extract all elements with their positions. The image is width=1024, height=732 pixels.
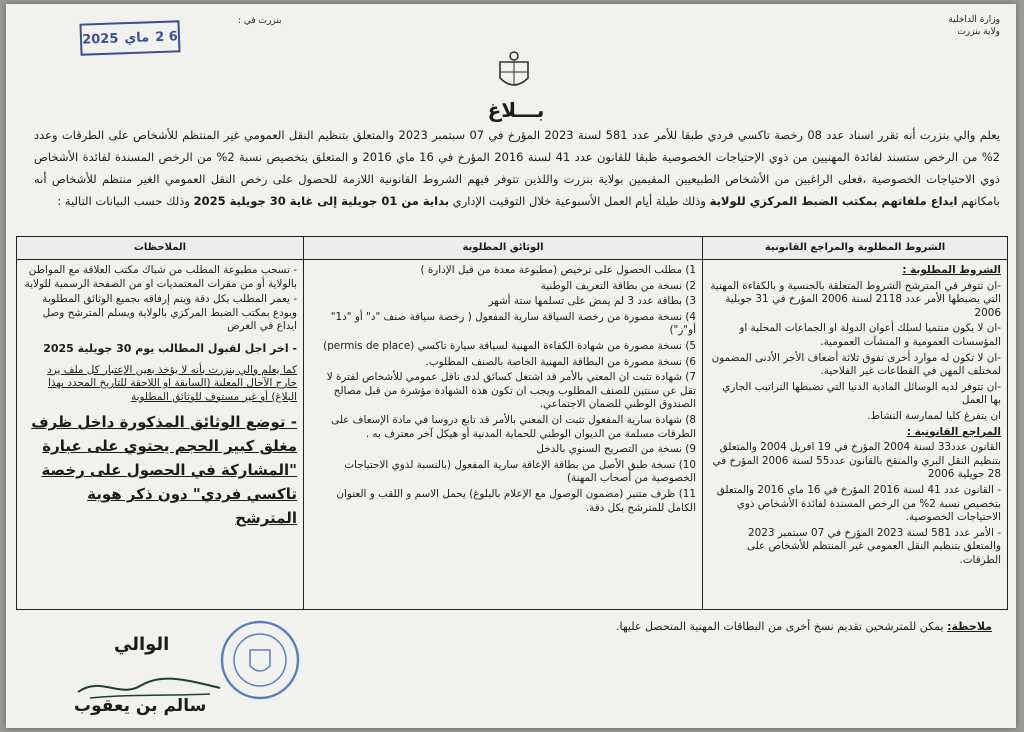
note-item: - يعمر المطلب بكل دقة ويتم إرفاقه بجميع الوثائق المطلوبة ويودع بمكتب الضبط المركزي بالولاية ويسلم المترشح وصل ايداع في الغرض: [42, 293, 297, 333]
header-conditions: الشروط المطلوبة والمراجع القانونية: [703, 237, 1008, 260]
place-date: بنزرت في :: [238, 16, 282, 26]
intro-bold-1: ايداع ملفاتهم بمكتب الضبط المركزي للولاية: [709, 194, 958, 208]
footer-note: [616, 620, 992, 633]
condition-item: -ان لا تكون له موارد أخرى تفوق ثلاثة أضعاف الأجر الأدنى المضمون لمختلف المهن في القطاعات غير الفلاحية.: [711, 351, 1001, 378]
deadline-note: - اخر اجل لقبول المطالب يوم 30 جويلية 2025: [43, 341, 297, 355]
requirements-table: [16, 236, 1008, 610]
condition-item: ان يتفرغ كليا لممارسة النشاط.: [867, 409, 1001, 422]
ref-item: - الأمر عدد 581 لسنة 2023 المؤرخ في 07 سبتمبر 2023 والمتعلق بتنظيم النقل العمومي غير المنتظم للأشخاص على الطرقات.: [746, 526, 1001, 566]
refs-title: المراجع القانونية :: [906, 425, 1001, 438]
governorate-name: ولاية بنزرت: [957, 27, 1000, 37]
note-text: يمكن للمترشحين تقديم نسخ أخرى من البطاقات المهنية المتحصل عليها.: [616, 620, 944, 633]
condition-item: -ان تتوفر في المترشح الشروط المتعلقة بالجنسية و بالكفاءة المهنية التي يضبطها الأمر عدد 2118 لسنة 2006 المؤرخ في 31 جويلية 2006: [710, 279, 1001, 319]
official-seal-icon: [218, 618, 302, 702]
document-item: 9) نسخة من التصريح السنوي بالدخل: [536, 443, 696, 456]
ref-item: القانون عدد33 لسنة 2004 المؤرخ في 19 افريل 2004 والمتعلق بتنظيم النقل البري والمنقح بالقانون عدد55 لسنة 2006 المؤرخ في 28 جويلية 2006: [712, 441, 1001, 481]
condition-item: -ان تتوفر لديه الوسائل المادية الدنيا التي تضبطها التراتيب الجاري بها العمل: [722, 380, 1001, 407]
signatory-title: الوالي: [114, 634, 170, 655]
header-notes: الملاحظات: [17, 237, 304, 260]
conditions-cell: [703, 260, 1008, 610]
intro-text-2: وذلك طيلة أيام العمل الأسبوعية خلال التوقيت الإداري: [449, 194, 710, 208]
conditions-title: الشروط المطلوبة :: [902, 264, 1001, 276]
intro-paragraph: [34, 124, 1000, 212]
tunisia-emblem-icon: [494, 50, 534, 92]
document-item: 10) نسخة طبق الأصل من بطاقة الإعاقة سارية المفعول (بالنسبة لذوي الاحتياجات الخصوصية من أصحاب المهنة): [344, 458, 696, 485]
note-item: - تسحب مطبوعة المطلب من شباك مكتب العلاقة مع المواطن بالولاية أو من مقرات المعتمديات او من الصفحة الرسمية للولاية: [24, 264, 297, 290]
document-item: 6) نسخة مصورة من البطاقة المهنية الخاصة بالصنف المطلوب.: [425, 355, 696, 368]
date-stamp: [79, 20, 180, 55]
condition-item: -ان لا يكون منتميا لسلك أعوان الدولة او الجماعات المحلية او المؤسسات العمومية و المنشآت العمومية.: [739, 322, 1001, 348]
document-item: 2) نسخة من بطاقة التعريف الوطنية: [540, 279, 696, 292]
document-item: 8) شهادة سارية المفعول تثبت ان المعني بالأمر قد تابع دروسا في مادة الإسعاف على الطرقات مسلمة من الديوان الوطني للحماية المدنية أو هيكل آخر معترف به .: [331, 413, 696, 440]
signatory-name: سالم بن يعقوب: [74, 696, 207, 716]
document-item: 7) شهادة تثبت ان المعني بالأمر قد اشتغل كسائق لدى ناقل عمومي للأشخاص لفترة لا تقل عن سنتين للصنف المطلوب ويجب ان تكون هذه الشهادة مؤشرة من قبل مصالح الصندوق الوطني للضمان الاجتماعي.: [326, 371, 696, 411]
document-item: 11) ظرف متنبر (مضمون الوصول مع الإعلام بالبلوغ) يحمل الاسم و اللقب و العنوان الكامل للمترشح بكل دقة.: [336, 487, 696, 514]
table-header-row: [17, 237, 1008, 260]
notes-cell: [17, 260, 304, 610]
letterhead: [948, 14, 1000, 38]
stamp-year: 2025: [81, 30, 119, 48]
envelope-note: - توضع الوثائق المذكورة داخل ظرف مغلق كبير الحجم يحتوي على عبارة "المشاركة في الحصول على رخصة تاكسي فردي" دون ذكر هوية المترشح: [31, 413, 297, 528]
stamp-day: 2 6: [154, 28, 179, 45]
document-item: 4) نسخة مصورة من رخصة السياقة سارية المفعول ( رخصة سياقة صنف "د" أو "د1" أو"ز"): [330, 310, 696, 337]
ref-item: - القانون عدد 41 لسنة 2016 المؤرخ في 16 ماي 2016 والمتعلق بتخصيص نسبة 2% من الرخص المسندة لفائدة الأشخاص ذوي الاحتياجات الخصوصية.: [716, 483, 1001, 524]
warning-note: كما يعلم والي بنزرت بأنه لا يؤخذ بعين الإعتبار كل ملف يرد خارج الآجال المعلنة (السابقة او اللاحقة للتاريخ المحدد بهذا البلاغ) أو غير مستوف للوثائق المطلوبة: [47, 363, 297, 403]
intro-text-3: وذلك حسب البيانات التالية :: [57, 194, 194, 208]
document-page: [6, 4, 1016, 728]
page-title: بـــلاغ: [487, 98, 545, 122]
note-label: ملاحظة:: [947, 620, 992, 633]
documents-cell: [304, 260, 703, 610]
document-item: 1) مطلب الحصول على ترخيص (مطبوعة معدة من قبل الإدارة ): [420, 264, 696, 276]
document-item: 5) نسخة مصورة من شهادة الكفاءة المهنية لسياقة سيارة تاكسي (permis de place): [323, 339, 696, 352]
stamp-month: ماي: [124, 29, 150, 46]
ministry-name: وزارة الداخلية: [948, 15, 1000, 25]
intro-text-1: يعلم والي بنزرت أنه تقرر اسناد عدد 08 رخصة تاكسي فردي طبقا للأمر عدد 581 لسنة 2023 المؤرخ في 07 سبتمبر 2023 والمتعلق بتنظيم النقل العمومي غير المنتظم للأشخاص على الطرقات وعدد 2% من الرخص ستسند لفائدة المهنيين من ذوي الإحتياجات الخصوصية طبقا للقانون عدد 41 لسنة 2016 المؤرخ في 16 ماي 2016 و المتعلق بتخصيص نسبة 2% من الرخص المسندة لفائدة الأشخاص ذوي الاحتياجات الخصوصية ،فعلى الراغبين من الأشخاص الطبيعيين المقيمين بولاية بنزرت واللذين تتوفر فيهم الشروط القانونية اللازمة للحصول على رخص النقل العمومي الغير منتظم للأشخاص أنه بامكانهم: [34, 128, 1000, 208]
intro-bold-2: بداية من 01 جويلية إلى غاية 30 جويلية 2025: [193, 194, 450, 208]
document-item: 3) بطاقة عدد 3 لم يمض على تسلمها ستة أشهر: [488, 295, 696, 308]
header-documents: الوثائق المطلوبة: [304, 237, 703, 260]
table-row: [17, 260, 1008, 610]
